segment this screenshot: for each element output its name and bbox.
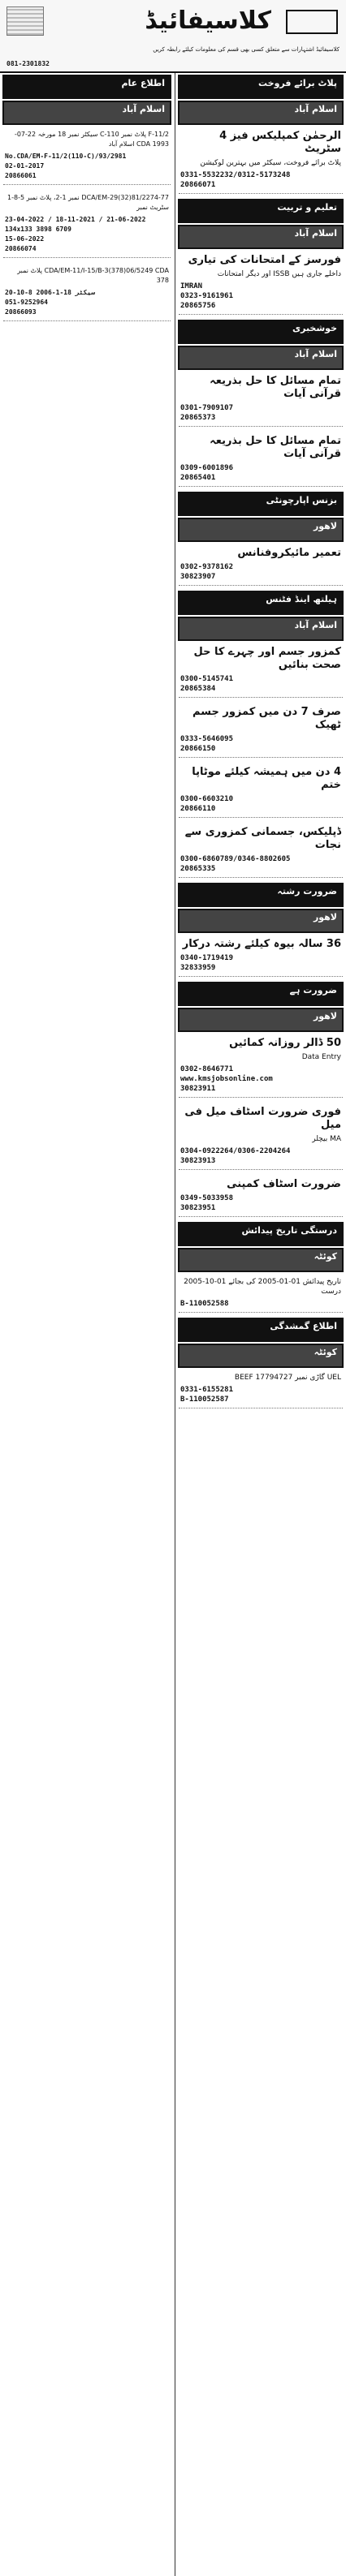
city-islamabad: اسلام آباد	[178, 225, 344, 249]
notice-2	[3, 190, 171, 258]
ad-text: پلاٹ برائے فروخت، سیکٹر میں بہترین لوکیشن	[200, 159, 341, 167]
ad-ref: 20865756	[180, 302, 216, 310]
right-column	[175, 73, 346, 2576]
ad-ref: 20866071	[180, 181, 216, 189]
ad-ref: 20865373	[180, 414, 216, 422]
ad-ref: 20866110	[180, 805, 216, 813]
ad-title: 50 ڈالر روزانہ کمائیں	[229, 1037, 341, 1049]
ad-phone: 0323-9161961	[180, 292, 234, 300]
ad-title: کمزور جسم اور چہرے کا حل صحت بنائیں	[193, 646, 341, 671]
ad-phone: 0304-0922264/0306-2204264	[180, 1147, 291, 1155]
ad-ref: 20865401	[180, 474, 216, 482]
ad-phone: 0300-5145741	[180, 675, 234, 683]
ad-marriage	[179, 935, 343, 977]
section-education: تعلیم و تربیت	[178, 199, 344, 223]
ad-staff-1	[179, 1103, 343, 1170]
ad-microfinance	[179, 544, 343, 586]
ad-title: ضرورت اسٹاف کمپنی	[227, 1178, 341, 1190]
ad-phone: 0302-9378162	[180, 563, 234, 571]
city-islamabad: اسلام آباد	[178, 617, 344, 641]
ad-phone: 0331-6155281	[180, 1386, 234, 1394]
ad-ref: 20865384	[180, 685, 216, 693]
ad-health-3	[179, 763, 343, 818]
notice-text: CDA/EM-11/I-15/B-3(378)06/5249 CDA پلاٹ نمبر 378	[17, 267, 169, 284]
city-quetta: کوئٹہ	[178, 1248, 344, 1272]
section-dob-correction: درستگی تاریخ پیدائش	[178, 1222, 344, 1246]
ad-title: الرحمٰن کمپلیکس فیز 4 سٹریٹ	[219, 130, 341, 155]
left-column	[0, 73, 174, 2576]
section-plot-sale: پلاٹ برائے فروخت	[178, 75, 344, 99]
section-marriage: ضرورت رشتہ	[178, 883, 344, 907]
section-public-notice: اطلاع عام	[2, 75, 171, 99]
city-islamabad: اسلام آباد	[178, 346, 344, 370]
ad-title: صرف 7 دن میں کمزور جسم ٹھیک	[192, 706, 341, 731]
ad-health-2	[179, 703, 343, 758]
ad-website: www.kmsjobsonline.com	[180, 1075, 273, 1083]
notice-reference: No.CDA/EM-F-11/2(110-C)/93/2981	[5, 153, 127, 160]
city-quetta: کوئٹہ	[178, 1344, 344, 1368]
ad-title: 36 سالہ بیوہ کیلئے رشتہ درکار	[182, 938, 341, 950]
ad-phone: 0302-8646771	[180, 1065, 234, 1073]
ad-phone: 0333-5646095	[180, 735, 234, 743]
city-islamabad: اسلام آباد	[2, 101, 171, 125]
city-lahore: لاھور	[178, 909, 344, 933]
ad-dob-correction	[179, 1274, 343, 1313]
ad-lost-notice	[179, 1370, 343, 1408]
ad-ref: B-110052587	[180, 1396, 229, 1404]
ad-title: تمام مسائل کا حل بذریعہ قرآنی آیات	[210, 375, 341, 400]
notice-date: 02-01-2017	[5, 162, 45, 170]
ad-ref: 30823951	[180, 1204, 216, 1212]
notice-ref-number: 20866061	[5, 172, 37, 179]
ad-phone: 0340-1719419	[180, 954, 234, 962]
ad-title: فورسز کے امتحانات کی تیاری	[188, 254, 341, 266]
notice-ref-number: 20866093	[5, 308, 37, 316]
city-islamabad: اسلام آباد	[178, 101, 344, 125]
ad-title: تمام مسائل کا حل بذریعہ قرآنی آیات	[210, 435, 341, 460]
ad-ref: 20866150	[180, 745, 216, 753]
section-lost-notice: اطلاع گمشدگی	[178, 1318, 344, 1342]
ad-ref: B-110052588	[180, 1300, 229, 1308]
ad-title: ڈپلیکس، جسمانی کمزوری سے نجات	[184, 826, 341, 851]
ad-phone: 0309-6001896	[180, 464, 234, 472]
ad-ref: 30823911	[180, 1085, 216, 1093]
ad-staff-2	[179, 1175, 343, 1217]
ad-text: داخلے جاری ہیں ISSB اور دیگر امتحانات	[217, 270, 341, 278]
ad-name: IMRAN	[180, 282, 203, 290]
notice-dates: 23-04-2022 / 18-11-2021 / 21-06-2022	[5, 216, 146, 223]
notice-3	[3, 263, 171, 321]
ad-title: فوری ضرورت اسٹاف میل فی میل	[184, 1106, 341, 1131]
ad-text: Data Entry	[301, 1053, 341, 1061]
ad-ref: 30823913	[180, 1157, 216, 1165]
section-health: ہیلتھ اینڈ فٹنس	[178, 591, 344, 615]
section-required: ضرورت ہے	[178, 982, 344, 1006]
notice-text: F-11/2 پلاٹ نمبر 110-C سیکٹر نمبر 18 مورخہ 22-07-1993 CDA اسلام آباد	[14, 131, 169, 148]
ad-title: تعمیر مائیکروفنانس	[237, 547, 341, 559]
ad-quran-solution-1	[179, 372, 343, 427]
banner-notice: کلاسیفائیڈ اشتہارات سے متعلق کسی بھی قسم کی معلومات کیلئے رابطہ کریں	[153, 46, 340, 53]
notice-1	[3, 127, 171, 185]
ad-health-1	[179, 643, 343, 698]
ad-quran-solution-2	[179, 432, 343, 487]
ad-data-entry	[179, 1034, 343, 1098]
ad-plot-sale	[179, 127, 343, 194]
ad-ref: 20865335	[180, 865, 216, 873]
notice-phone: 051-9252964	[5, 299, 48, 306]
newspaper-icon	[6, 6, 44, 36]
logo	[286, 10, 338, 34]
notice-text: DCA/EM-29(32)81/2274-77 نمبر 1-2، پلاٹ نمبر 5-8-1 سٹریٹ نمبر	[7, 194, 169, 211]
ad-ref: 30823907	[180, 573, 216, 581]
notice-reference: 20-10-8 سیکٹر 18-1-2006	[5, 289, 95, 296]
ad-phone: 0301-7909107	[180, 404, 234, 412]
ad-ref: 32833959	[180, 964, 216, 972]
city-lahore: لاھور	[178, 1008, 344, 1032]
section-good-news: خوشخبری	[178, 320, 344, 344]
ad-phone: 0331-5532232/0312-5173248	[180, 171, 291, 179]
ad-title: 4 دن میں ہمیشہ کیلئے موٹاپا ختم	[192, 766, 341, 791]
banner-phone: 081-2301832	[6, 60, 50, 67]
notice-ref-number: 20866074	[5, 245, 37, 252]
notice-date: 15-06-2022	[5, 235, 45, 243]
classified-banner	[0, 0, 346, 73]
ad-text: MA بیچلر	[312, 1135, 341, 1143]
ad-forces-exam	[179, 251, 343, 315]
ad-health-4	[179, 823, 343, 878]
ad-text: UEL گاڑی نمبر 17794727 BEEF	[234, 1374, 341, 1382]
ad-phone: 0300-6603210	[180, 795, 234, 803]
ad-phone: 0300-6860789/0346-8802605	[180, 855, 291, 863]
page-title: کلاسیفائیڈ	[145, 6, 271, 35]
section-business: بزنس اپارچونٹی	[178, 492, 344, 516]
notice-plot-size: 134x133 3898 6709	[5, 226, 71, 233]
city-lahore: لاھور	[178, 518, 344, 542]
ad-text: تاریخ پیدائش 01-01-2005 کی بجائے 01-10-2005 درست	[184, 1278, 341, 1296]
ad-phone: 0349-5033958	[180, 1194, 234, 1202]
